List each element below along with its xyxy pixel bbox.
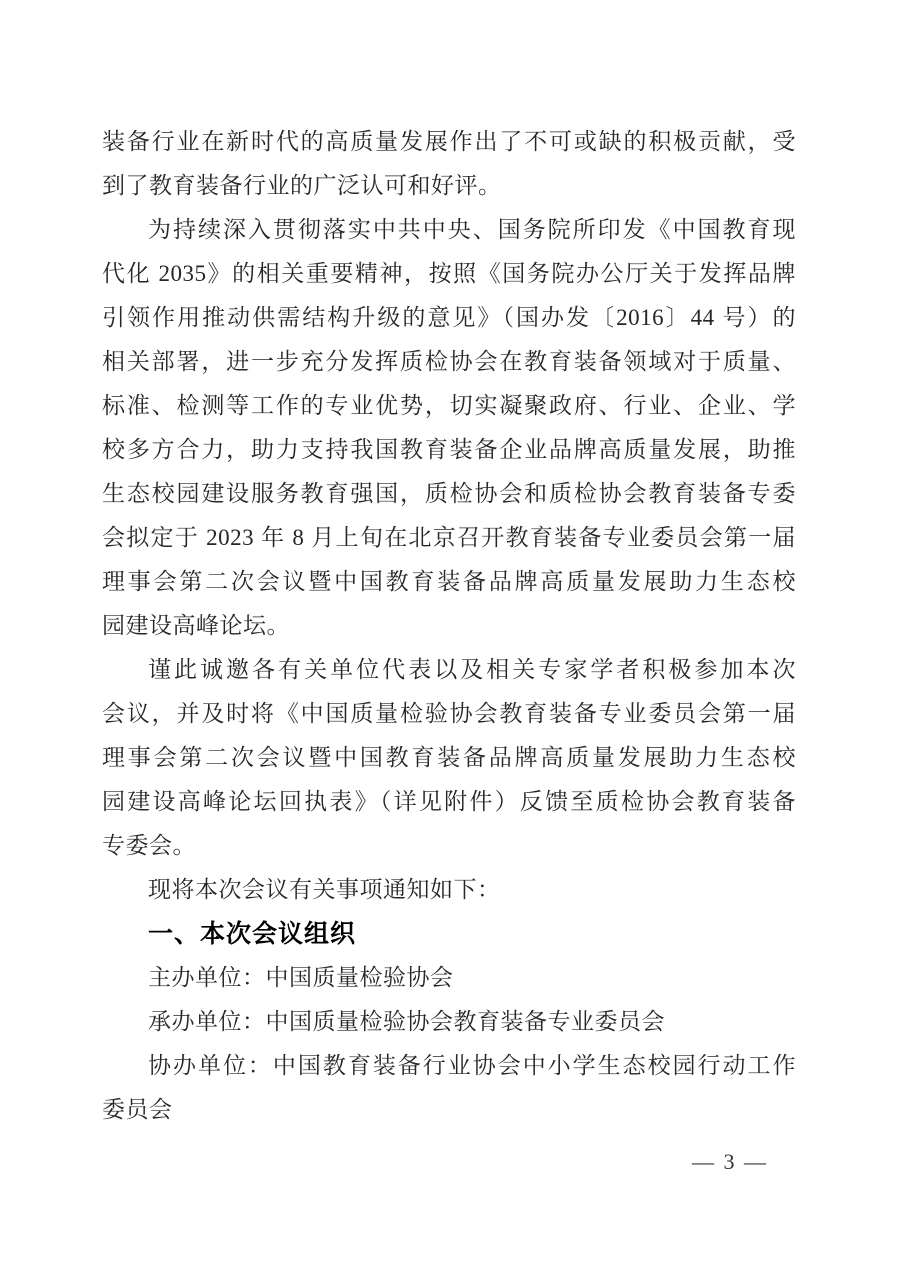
text-line: 标准、检测等工作的专业优势，切实凝聚政府、行业、企业、学 [102, 393, 796, 418]
text-line-organizer-co: 协办单位：中国教育装备行业协会中小学生态校园行动工作 [148, 1053, 796, 1078]
text-line: 装备行业在新时代的高质量发展作出了不可或缺的积极贡献，受 [102, 129, 796, 154]
document-body [102, 120, 796, 1132]
text-line: 到了教育装备行业的广泛认可和好评。 [102, 173, 502, 198]
text-line: 园建设高峰论坛。 [102, 613, 290, 638]
text-line: 会议，并及时将《中国质量检验协会教育装备专业委员会第一届 [102, 701, 796, 726]
text-line: 理事会第二次会议暨中国教育装备品牌高质量发展助力生态校 [102, 745, 796, 770]
text-line: 谨此诚邀各有关单位代表以及相关专家学者积极参加本次 [148, 657, 796, 682]
text-line: 理事会第二次会议暨中国教育装备品牌高质量发展助力生态校 [102, 569, 796, 594]
text-line: 委员会 [102, 1097, 173, 1122]
text-line: 为持续深入贯彻落实中共中央、国务院所印发《中国教育现 [148, 217, 796, 242]
text-line: 生态校园建设服务教育强国，质检协会和质检协会教育装备专委 [102, 481, 796, 506]
page-number: — 3 — [692, 1149, 768, 1174]
text-line: 代化 2035》的相关重要精神，按照《国务院办公厅关于发挥品牌 [102, 261, 796, 286]
text-line-organizer-host: 主办单位：中国质量检验协会 [148, 965, 454, 990]
text-line-organizer-undertaker: 承办单位：中国质量检验协会教育装备专业委员会 [148, 1009, 665, 1034]
text-line: 相关部署，进一步充分发挥质检协会在教育装备领域对于质量、 [102, 349, 796, 374]
text-line: 引领作用推动供需结构升级的意见》（国办发〔2016〕44 号）的 [102, 305, 796, 330]
text-line: 园建设高峰论坛回执表》（详见附件）反馈至质检协会教育装备 [102, 789, 796, 814]
text-line: 校多方合力，助力支持我国教育装备企业品牌高质量发展，助推 [102, 437, 796, 462]
text-line: 专委会。 [102, 833, 196, 858]
text-line: 会拟定于 2023 年 8 月上旬在北京召开教育装备专业委员会第一届 [102, 525, 796, 550]
text-line: 现将本次会议有关事项通知如下： [148, 877, 501, 902]
section-heading: 一、本次会议组织 [148, 920, 357, 948]
